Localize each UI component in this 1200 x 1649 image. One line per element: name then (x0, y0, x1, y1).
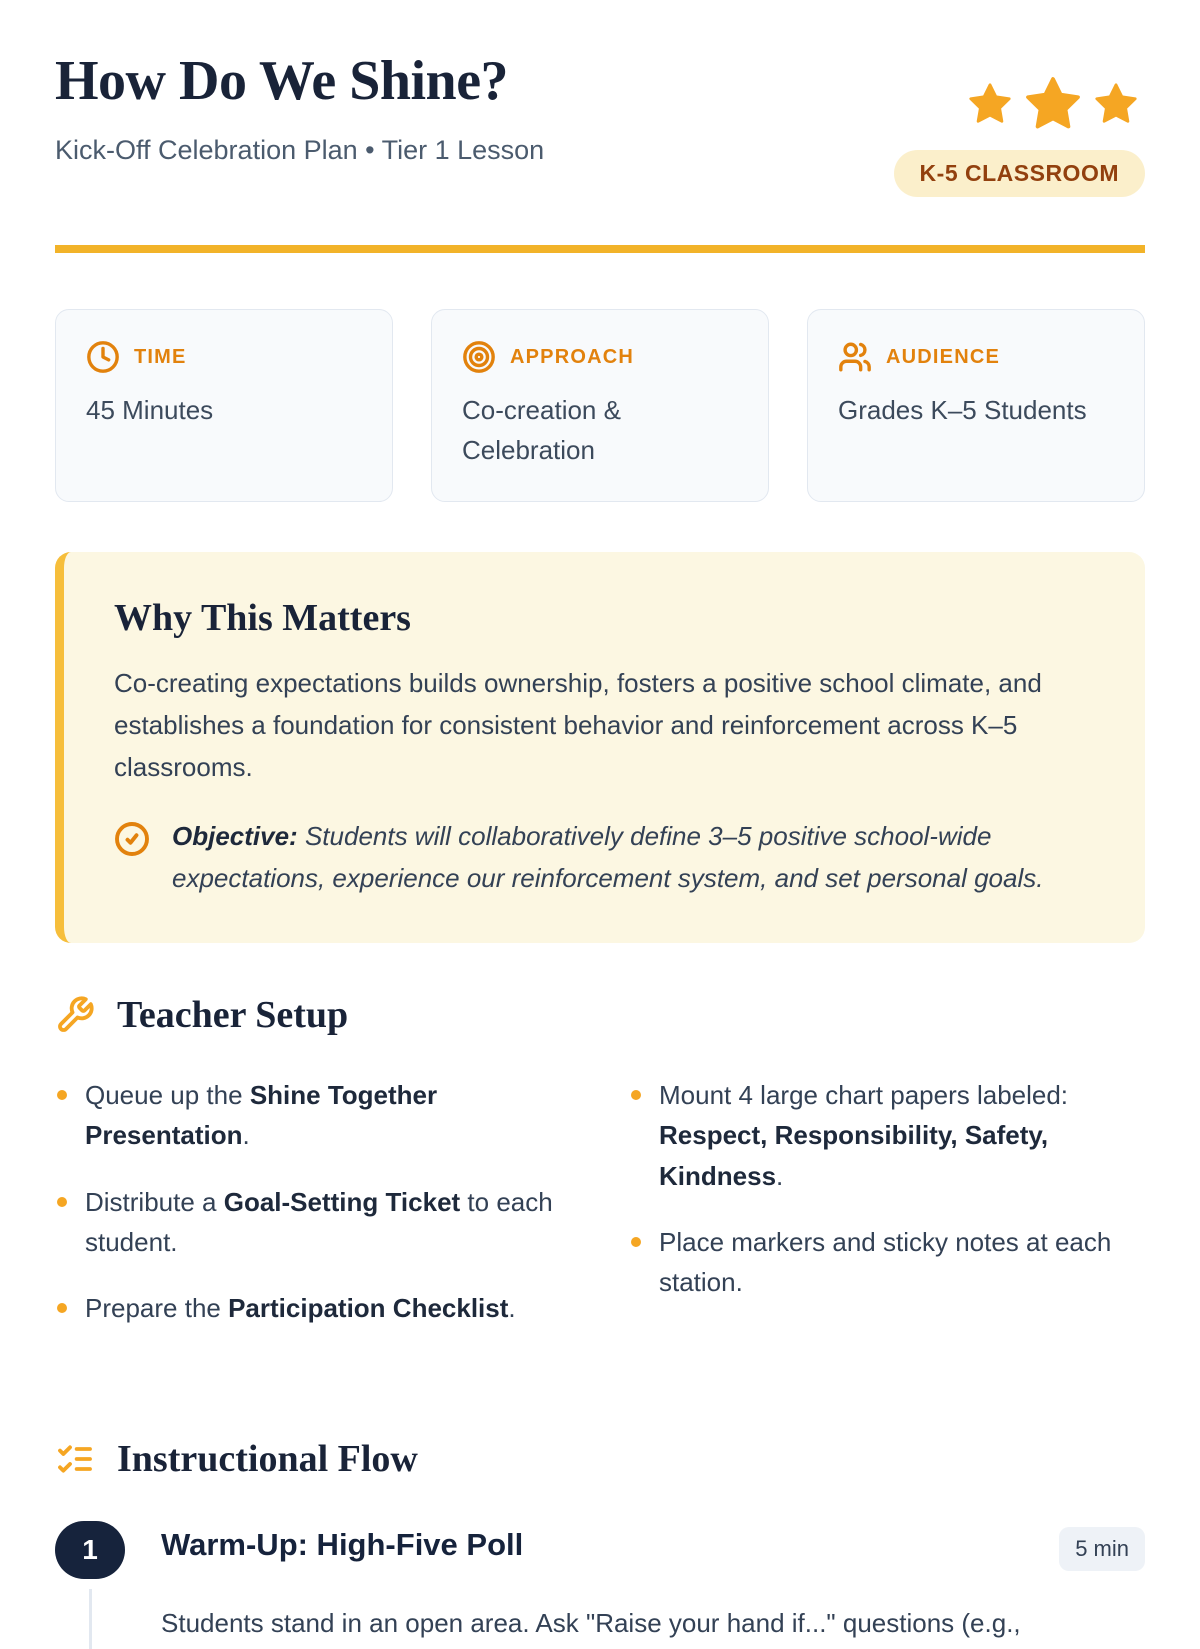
step-header (161, 1521, 1145, 1579)
card-label: APPROACH (510, 345, 635, 368)
list-item (629, 1075, 1145, 1196)
section-title: Teacher Setup (117, 994, 349, 1037)
instructional-flow-heading (55, 1437, 1145, 1481)
item-bold: Shine Together Presentation (85, 1080, 438, 1151)
card-label: AUDIENCE (886, 345, 1001, 368)
step-number-badge: 1 (55, 1521, 125, 1579)
clock-icon (86, 340, 120, 374)
grade-badge: K-5 CLASSROOM (894, 150, 1145, 197)
instructional-flow-section (55, 1437, 1145, 1649)
setup-list-right (629, 1075, 1145, 1354)
header (55, 52, 1145, 197)
card-value: Co-creation & Celebration (462, 395, 621, 466)
target-icon (462, 340, 496, 374)
section-title: Instructional Flow (117, 1437, 418, 1480)
item-bold: Participation Checklist (228, 1293, 509, 1324)
item-text: . (508, 1293, 516, 1324)
why-title: Why This Matters (114, 596, 411, 639)
item-text: . (776, 1160, 784, 1191)
card-header (838, 340, 1114, 374)
item-text: Place markers and sticky notes at each station. (659, 1227, 1112, 1298)
star-icon (1093, 81, 1139, 127)
info-cards (55, 309, 1145, 502)
step-connector-line (89, 1589, 92, 1649)
card-value: Grades K–5 Students (838, 395, 1087, 425)
item-bold: Respect, Responsibility, Safety, Kindness (659, 1120, 1049, 1191)
header-meta (894, 52, 1145, 197)
step-title: Warm-Up: High-Five Poll (161, 1526, 524, 1562)
item-text: . (242, 1120, 250, 1151)
list-item (55, 1182, 571, 1263)
teacher-setup-section (55, 993, 1145, 1354)
why-body: Co-creating expectations builds ownership, fosters a positive school climate, and establishes a foundation for consistent behavior and reinforcement across K–5 classrooms. (114, 667, 1042, 782)
item-text: Queue up the (85, 1080, 250, 1111)
objective-text (172, 816, 1089, 899)
list-checks-icon (55, 1439, 95, 1479)
flow-step-1 (55, 1521, 1145, 1649)
setup-list-left (55, 1075, 571, 1354)
item-text: to each student. (85, 1186, 553, 1257)
info-card-audience (807, 309, 1145, 502)
wrench-icon (55, 995, 95, 1035)
page-title: How Do We Shine? (55, 50, 509, 112)
step-description: Students stand in an open area. Ask "Raise your hand if..." questions (e.g., (161, 1607, 1021, 1638)
item-text: Prepare the (85, 1293, 229, 1324)
rating-stars (967, 74, 1139, 134)
page-subtitle: Kick-Off Celebration Plan • Tier 1 Lesson (55, 134, 545, 165)
star-icon (967, 81, 1013, 127)
list-item (55, 1288, 571, 1328)
item-text: Mount 4 large chart papers labeled: (659, 1080, 1069, 1111)
card-value: 45 Minutes (86, 395, 214, 425)
why-this-matters-callout (55, 552, 1145, 944)
teacher-setup-heading (55, 993, 1145, 1037)
card-header (462, 340, 738, 374)
users-icon (838, 340, 872, 374)
objective-body: Students will collaboratively define 3–5 positive school-wide expectations, experience our reinforcement system, and set personal goals. (172, 820, 1044, 893)
objective-label: Objective: (172, 820, 298, 851)
card-label: TIME (134, 345, 187, 368)
setup-checklist (55, 1075, 1145, 1354)
info-card-time (55, 309, 393, 502)
list-item (55, 1075, 571, 1156)
check-circle-icon (114, 821, 150, 857)
step-duration-badge: 5 min (1059, 1527, 1145, 1571)
objective-row (114, 816, 1089, 899)
item-bold: Goal-Setting Ticket (223, 1186, 461, 1217)
item-text: Distribute a (85, 1186, 224, 1217)
header-titles (55, 52, 544, 166)
info-card-approach (431, 309, 769, 502)
card-header (86, 340, 362, 374)
accent-divider (55, 245, 1145, 253)
list-item (629, 1222, 1145, 1303)
star-icon (1023, 74, 1083, 134)
